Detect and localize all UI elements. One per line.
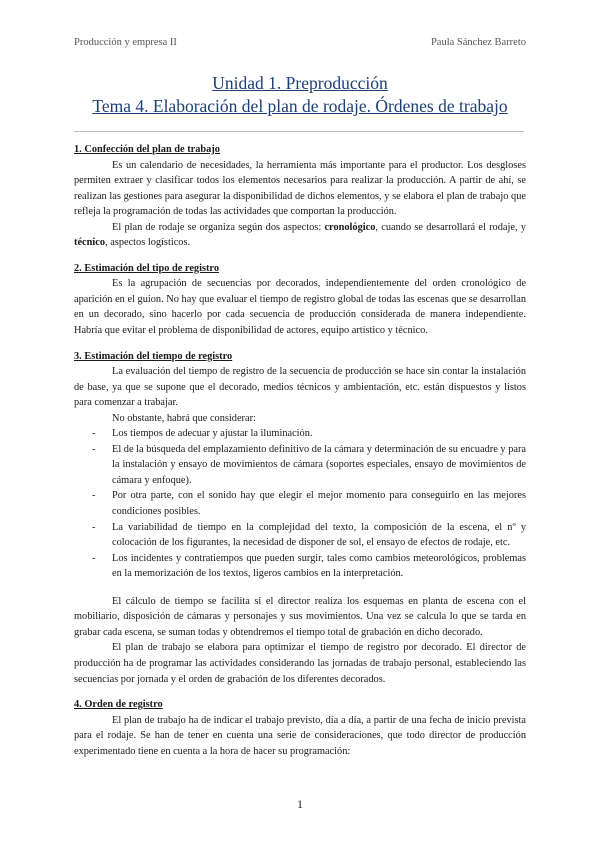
list-item: - Los incidentes y contratiempos que pueden surgir, tales como cambios meteorológicos, problemas en la memorización de los textos, ligeros cambios en la interpretación. bbox=[74, 551, 526, 582]
considerations-list bbox=[74, 426, 526, 581]
spacer bbox=[74, 582, 526, 594]
list-item: - Por otra parte, con el sonido hay que elegir el mejor momento para conseguirlo en las mejores condiciones posibles. bbox=[74, 488, 526, 519]
header-course: Producción y empresa II bbox=[74, 37, 177, 48]
section-heading-1: 1. Confección del plan de trabajo bbox=[74, 144, 220, 155]
section-3-paragraph-4: El plan de trabajo se elabora para optimizar el tiempo de registro por decorado. El director de producción ha de programar las actividades considerando las jornadas de trabajo personal, estableciendo las secuencias por jornada y el orden de grabación de los diferentes decorados. bbox=[74, 642, 526, 685]
document-body bbox=[74, 142, 526, 759]
section-3-paragraph-3: El cálculo de tiempo se facilita si el director realiza los esquemas en planta de escena con el mobiliario, disposición de cámaras y personajes y sus movimientos. Una vez se calcula lo que se tarda en grabar cada escena, se suman todas y obtendremos el tiempo total de grabación en dicho decorado. bbox=[74, 595, 526, 638]
spacer bbox=[74, 251, 526, 261]
text-run: El plan de rodaje se organiza según dos aspectos: bbox=[112, 221, 325, 233]
topic-title: Tema 4. Elaboración del plan de rodaje. Órdenes de trabajo bbox=[92, 96, 508, 116]
section-1-paragraph-2 bbox=[74, 220, 526, 251]
bold-term-cronologico: cronológico bbox=[324, 221, 376, 233]
section-3-paragraph-1: La evaluación del tiempo de registro de la secuencia de producción se hace sin contar la instalación de base, ya que se supone que el decorado, medios técnicos y ambientación, etc. están dispuestos y listos para comenzar a trabajar. bbox=[74, 366, 526, 409]
section-heading-2: 2. Estimación del tipo de registro bbox=[74, 262, 219, 274]
section-heading-4: 4. Orden de registro bbox=[74, 699, 163, 711]
section-heading-3: 3. Estimación del tiempo de registro bbox=[74, 350, 233, 362]
section-4-paragraph-1: El plan de trabajo ha de indicar el trabajo previsto, día a día, a partir de una fecha de inicio prevista para el rodaje. Se han de tener en cuenta una serie de consideraciones, que todo director de producción experimentado tiene en cuenta a la hora de hacer su programación: bbox=[74, 714, 526, 757]
section-2-paragraph-1: Es la agrupación de secuencias por decorados, independientemente del orden cronológico de aparición en el guion. No hay que evaluar el tiempo de registro global de todas las escenas que se desarrollan en un decorado, sino hacerlo por cada secuencia de producción considerada de manera independiente. Habría que evitar el problema de disponibilidad de actores, equipo artístico y técnico. bbox=[74, 278, 526, 337]
page-header bbox=[74, 37, 526, 51]
bold-term-tecnico: técnico bbox=[74, 237, 106, 249]
spacer bbox=[74, 687, 526, 697]
text-run: , aspectos logísticos. bbox=[105, 237, 191, 249]
spacer bbox=[74, 339, 526, 349]
header-author: Paula Sánchez Barreto bbox=[430, 37, 526, 48]
list-item: - La variabilidad de tiempo en la complejidad del texto, la composición de la escena, el nº y colocación de los figurantes, la necesidad de disponer de sol, el ensayo de efectos de rodaje, etc. bbox=[74, 520, 526, 551]
list-item: - El de la búsqueda del emplazamiento definitivo de la cámara y determinación de su encuadre y para la instalación y ensayo de movimientos de cámara (soportes especiales, ensayo de movimientos de cámara y enfoque). bbox=[74, 442, 526, 489]
list-item: - Los tiempos de adecuar y ajustar la iluminación. bbox=[74, 426, 526, 442]
page-number: 1 bbox=[297, 797, 303, 811]
unit-title: Unidad 1. Preproducción bbox=[212, 73, 388, 93]
section-3-paragraph-2: No obstante, habrá que considerar: bbox=[112, 412, 256, 424]
title-divider bbox=[74, 131, 524, 132]
title-block bbox=[74, 72, 526, 118]
section-1-paragraph-1: Es un calendario de necesidades, la herramienta más importante para el productor. Los desgloses permiten extraer y clasificar todos los elementos necesarios para realizar la producción. A partir de ahí, se realizan las gestiones para asegurar la disponibilidad de dichos elementos, y se elabora el plan de trabajo que refleja la programación de todas las actividades que comportan la producción. bbox=[74, 159, 526, 218]
text-run: , cuando se desarrollará el rodaje, y bbox=[375, 221, 526, 233]
